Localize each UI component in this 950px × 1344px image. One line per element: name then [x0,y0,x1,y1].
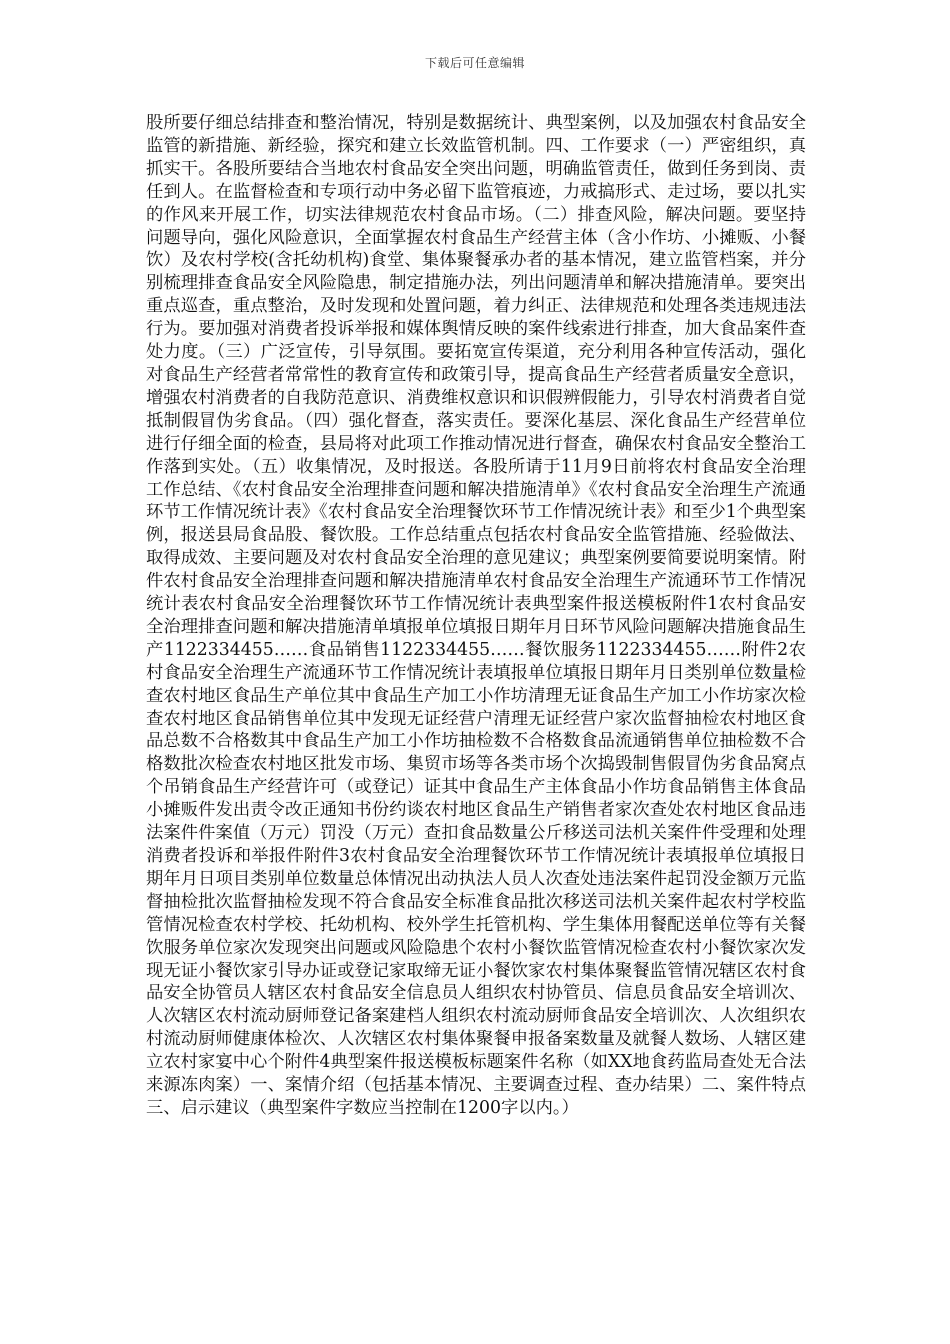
page-header-note: 下载后可任意编辑 [424,56,525,70]
document-body-text: 股所要仔细总结排查和整治情况，特别是数据统计、典型案例，以及加强农村食品安全监管的新措施、新经验，探究和建立长效监管机制。四、工作要求（一）严密组织，真抓实干。各股所要结合当地农村食品安全突出问题，明确监管责任，做到任务到岗、责任到人。在监督检查和专项行动中务必留下监管痕迹，力戒搞形式、走过场，要以扎实的作风来开展工作，切实法律规范农村食品市场。（二）排查风险，解决问题。要坚持问题导向，强化风险意识，全面掌握农村食品生产经营主体（含小作坊、小摊贩、小餐饮）及农村学校(含托幼机构)食堂、集体聚餐承办者的基本情况，建立监管档案，并分别梳理排查食品安全风险隐患，制定措施办法，列出问题清单和解决措施清单。要突出重点巡查，重点整治，及时发现和处置问题，着力纠正、法律规范和处理各类违规违法行为。要加强对消费者投诉举报和媒体舆情反映的案件线索进行排查，加大食品案件查处力度。（三）广泛宣传，引导氛围。要拓宽宣传渠道，充分利用各种宣传活动，强化对食品生产经营者常常性的教育宣传和政策引导，提高食品生产经营者质量安全意识，增强农村消费者的自我防范意识、消费维权意识和识假辨假能力，引导农村消费者自觉抵制假冒伪劣食品。（四）强化督查，落实责任。要深化基层、深化食品生产经营单位进行仔细全面的检查，县局将对此项工作推动情况进行督查，确保农村食品安全整治工作落到实处。（五）收集情况，及时报送。各股所请于11月9日前将农村食品安全治理工作总结、《农村食品安全治理排查问题和解决措施清单》《农村食品安全治理生产流通环节工作情况统计表》《农村食品安全治理餐饮环节工作情况统计表》和至少1个典型案例，报送县局食品股、餐饮股。工作总结重点包括农村食品安全监管措施、经验做法、取得成效、主要问题及对农村食品安全治理的意见建议；典型案例要简要说明案情。附件农村食品安全治理排查问题和解决措施清单农村食品安全治理生产流通环节工作情况统计表农村食品安全治理餐饮环节工作情况统计表典型案件报送模板附件1农村食品安全治理排查问题和解决措施清单填报单位填报日期年月日环节风险问题解决措施食品生产1122334455……食品销售1122334455……餐饮服务1122334455……附件2农村食品安全治理生产流通环节工作情况统计表填报单位填报日期年月日类别单位数量检查农村地区食品生产单位其中食品生产加工小作坊清理无证食品生产加工小作坊家次检查农村地区食品销售单位其中发现无证经营户清理无证经营户家次监督抽检农村地区食品总数不合格数其中食品生产加工小作坊抽检数不合格数食品流通销售单位抽检数不合格数批次检查农村地区批发市场、集贸市场等各类市场个次捣毁制售假冒伪劣食品窝点个吊销食品生产经营许可（或登记）证其中食品生产主体食品小作坊食品销售主体食品小摊贩件发出责令改正通知书份约谈农村地区食品生产销售者家次查处农村地区食品违法案件件案值（万元）罚没（万元）查扣食品数量公斤移送司法机关案件件受理和处理消费者投诉和举报件附件3农村食品安全治理餐饮环节工作情况统计表填报单位填报日期年月日项目类别单位数量总体情况出动执法人员人次查处违法案件起罚没金额万元监督抽检批次监督抽检发现不符合食品安全标准食品批次移送司法机关案件起农村学校监管情况检查农村学校、托幼机构、校外学生托管机构、学生集体用餐配送单位等有关餐饮服务单位家次发现突出问题或风险隐患个农村小餐饮监管情况检查农村小餐饮家次发现无证小餐饮家引导办证或登记家取缔无证小餐饮家农村集体聚餐监管情况辖区农村食品安全协管员人辖区农村食品安全信息员人组织农村协管员、信息员食品安全培训次、人次辖区农村流动厨师登记备案建档人组织农村流动厨师食品安全培训次、人次组织农村流动厨师健康体检次、人次辖区农村集体聚餐申报备案数量及就餐人数场、人辖区建立农村家宴中心个附件4典型案件报送模板标题案件名称（如XX地食药监局查处无合法来源冻肉案）一、案情介绍（包括基本情况、主要调查过程、查办结果）二、案件特点三、启示建议（典型案件字数应当控制在1200字以内。） [146,113,806,1118]
